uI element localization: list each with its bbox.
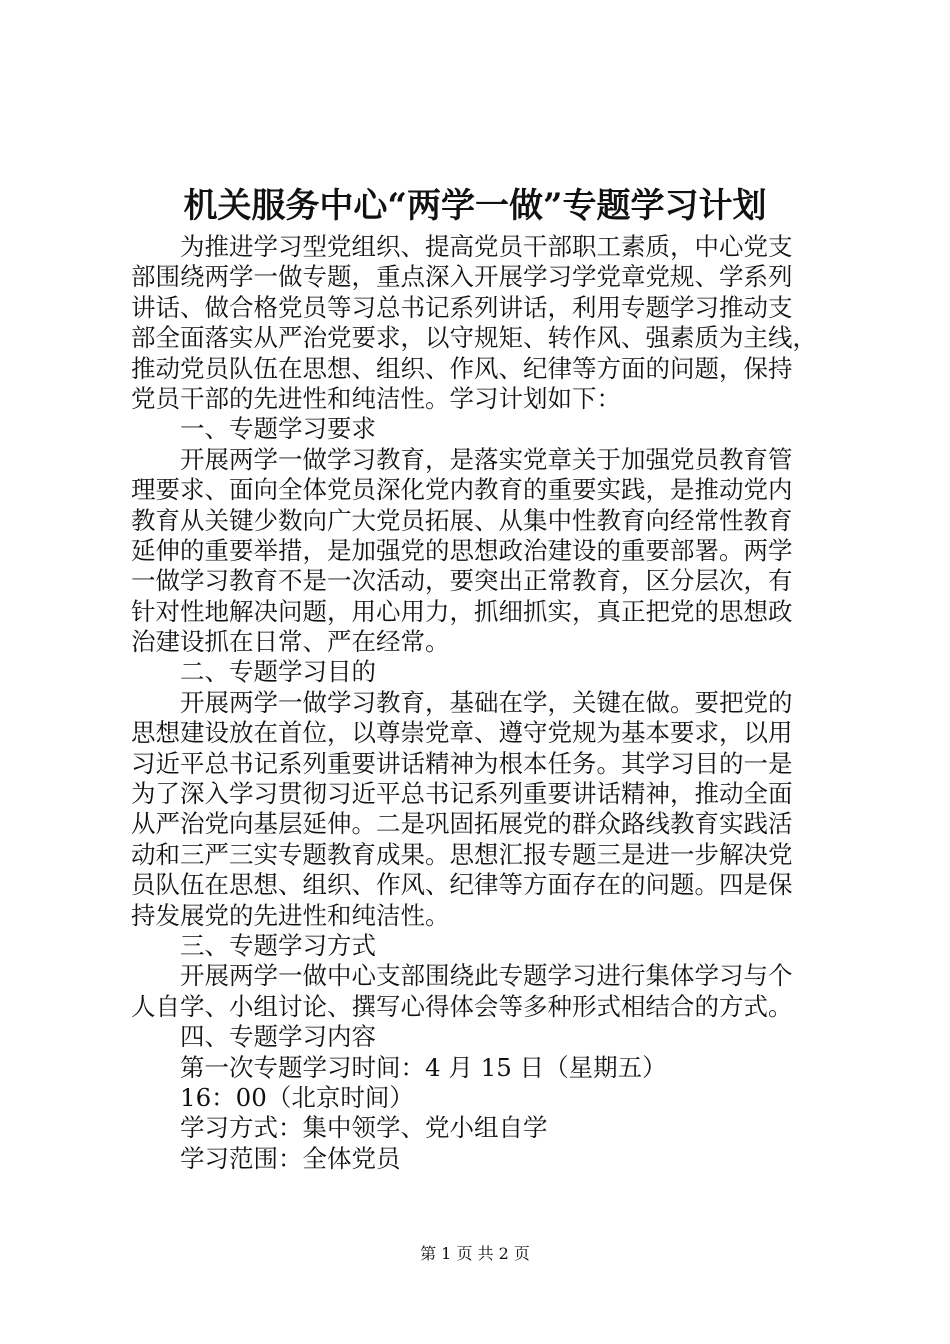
text-line: 从严治党向基层延伸。二是巩固拓展党的群众路线教育实践活 — [131, 809, 793, 839]
text-line: 治建设抓在日常、严在经常。 — [131, 627, 450, 657]
text-line: 部全面落实从严治党要求，以守规矩、转作风、强素质为主线， — [131, 323, 817, 353]
text-line: 一、专题学习要求 — [180, 414, 376, 444]
text-line: 三、专题学习方式 — [180, 930, 376, 960]
text-line: 学习方式：集中领学、党小组自学 — [180, 1113, 548, 1143]
text-line: 开展两学一做学习教育，基础在学，关键在做。要把党的 — [180, 687, 793, 717]
text-line: 学习范围：全体党员 — [180, 1143, 401, 1173]
text-line: 推动党员队伍在思想、组织、作风、纪律等方面的问题，保持 — [131, 353, 793, 383]
text-line: 思想建设放在首位，以尊崇党章、遵守党规为基本要求，以用 — [131, 718, 793, 748]
text-line: 讲话、做合格党员等习总书记系列讲话，利用专题学习推动支 — [131, 292, 793, 322]
text-line: 延伸的重要举措，是加强党的思想政治建设的重要部署。两学 — [131, 535, 793, 565]
text-line: 持发展党的先进性和纯洁性。 — [131, 900, 450, 930]
page-footer: 第 1 页 共 2 页 — [420, 1244, 530, 1263]
document-title: 机关服务中心“两学一做”专题学习计划 — [183, 186, 767, 226]
text-line: 一做学习教育不是一次活动，要突出正常教育，区分层次，有 — [131, 566, 793, 596]
text-line: 为了深入学习贯彻习近平总书记系列重要讲话精神，推动全面 — [131, 779, 793, 809]
text-line: 人自学、小组讨论、撰写心得体会等多种形式相结合的方式。 — [131, 991, 793, 1021]
text-line: 开展两学一做中心支部围绕此专题学习进行集体学习与个 — [180, 961, 793, 991]
text-line: 教育从关键少数向广大党员拓展、从集中性教育向经常性教育 — [131, 505, 793, 535]
document-body — [131, 232, 831, 1174]
text-line: 动和三严三实专题教育成果。思想汇报专题三是进一步解决党 — [131, 839, 793, 869]
text-line: 开展两学一做学习教育，是落实党章关于加强党员教育管 — [180, 444, 793, 474]
text-line: 部围绕两学一做专题，重点深入开展学习学党章党规、学系列 — [131, 262, 793, 292]
text-line: 16：00（北京时间） — [180, 1082, 414, 1112]
text-line: 为推进学习型党组织、提高党员干部职工素质，中心党支 — [180, 232, 793, 261]
text-line: 习近平总书记系列重要讲话精神为根本任务。其学习目的一是 — [131, 748, 793, 778]
text-line: 党员干部的先进性和纯洁性。学习计划如下： — [131, 383, 621, 413]
text-line: 四、专题学习内容 — [180, 1022, 376, 1052]
text-line: 理要求、面向全体党员深化党内教育的重要实践，是推动党内 — [131, 475, 793, 505]
text-line: 第一次专题学习时间：4 月 15 日（星期五） — [180, 1052, 667, 1082]
text-line: 二、专题学习目的 — [180, 657, 376, 687]
text-line: 针对性地解决问题，用心用力，抓细抓实，真正把党的思想政 — [131, 596, 793, 626]
text-line: 员队伍在思想、组织、作风、纪律等方面存在的问题。四是保 — [131, 870, 793, 900]
